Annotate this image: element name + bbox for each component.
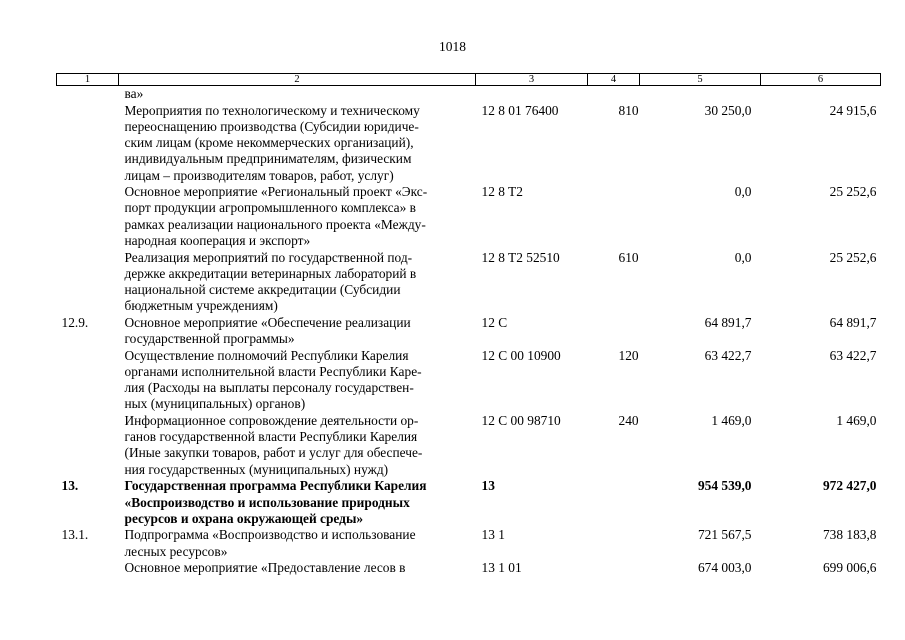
amount-year1-cell: 674 003,0 (697, 560, 752, 576)
amount-year1-cell: 30 250,0 (704, 102, 752, 118)
row-number-cell (57, 250, 119, 315)
header-row (57, 74, 881, 86)
amount-year1-cell: 63 422,7 (704, 347, 752, 363)
table-row (57, 413, 881, 478)
row-name-line: народная кооперация и экспорт» (124, 232, 311, 248)
row-name-cell (119, 478, 476, 527)
row-name-line: индивидуальным предпринимателям, физическим (124, 151, 412, 167)
row-name-line: Государственная программа Республики Карелия (124, 478, 427, 494)
row-number-cell: 12.9. (61, 314, 89, 330)
amount-year2-cell (761, 86, 881, 103)
row-number-cell (57, 86, 119, 103)
expense-type-code-cell: 610 (618, 249, 639, 265)
target-article-code-cell: 12 8 T2 (481, 184, 523, 200)
row-number-cell (57, 348, 119, 413)
expense-type-code-cell (588, 560, 640, 577)
table-body (57, 86, 881, 578)
row-name-line: ганов государственной власти Республики Карелия (124, 429, 418, 445)
row-number-cell: 13. (61, 478, 79, 494)
row-number-cell (57, 184, 119, 249)
table-header (57, 74, 881, 86)
target-article-code-cell: 13 (481, 478, 495, 494)
amount-year1-cell: 721 567,5 (697, 527, 752, 543)
column-header: 1 (57, 74, 119, 86)
target-article-code-cell: 13 1 01 (481, 560, 522, 576)
row-name-line: Основное мероприятие «Предоставление лесов в (124, 560, 406, 576)
amount-year2-cell: 972 427,0 (822, 478, 877, 494)
target-article-code-cell: 13 1 (481, 527, 505, 543)
amount-year1-cell: 954 539,0 (697, 478, 752, 494)
column-header: 5 (640, 74, 761, 86)
amount-year1-cell: 0,0 (734, 249, 752, 265)
table-row (57, 184, 881, 249)
table-row (57, 250, 881, 315)
row-name-cell (119, 103, 476, 185)
budget-table (56, 73, 881, 577)
row-name-line: «Воспроизводство и использование природных (124, 494, 410, 510)
row-name-line: ским лицам (кроме некоммерческих организаций), (124, 135, 414, 151)
table-row (57, 103, 881, 185)
row-name-line: Осуществление полномочий Республики Карелия (124, 347, 409, 363)
row-name-line: ния государственных (муниципальных) нужд) (124, 461, 389, 477)
target-article-code-cell: 12 8 01 76400 (481, 102, 559, 118)
row-name-line: бюджетным учреждениям) (124, 298, 278, 314)
target-article-code-cell: 12 С 00 98710 (481, 413, 561, 429)
amount-year1-cell: 64 891,7 (704, 314, 752, 330)
expense-type-code-cell (588, 184, 640, 249)
row-name-cell (119, 315, 476, 348)
target-article-code-cell: 12 С 00 10900 (481, 347, 561, 363)
row-name-line: Реализация мероприятий по государственной под- (124, 249, 413, 265)
row-number-cell (57, 103, 119, 185)
column-header: 6 (761, 74, 881, 86)
amount-year2-cell: 63 422,7 (829, 347, 877, 363)
row-number-cell: 13.1. (61, 527, 89, 543)
amount-year2-cell: 699 006,6 (822, 560, 877, 576)
page-number: 1018 (439, 39, 466, 54)
row-number-cell (57, 413, 119, 478)
expense-type-code-cell: 120 (618, 347, 639, 363)
row-name-cell (119, 560, 476, 577)
row-name-line: переоснащению производства (Субсидии юридиче- (124, 118, 419, 134)
expense-type-code-cell (588, 315, 640, 348)
table-row (57, 527, 881, 560)
column-header: 3 (476, 74, 588, 86)
row-name-line: Основное мероприятие «Региональный проект «Экс- (124, 184, 428, 200)
row-name-line: ва» (124, 86, 144, 101)
table-row (57, 348, 881, 413)
amount-year1-cell (640, 86, 761, 103)
table-row (57, 478, 881, 527)
row-number-cell (57, 560, 119, 577)
row-name-line: Мероприятия по технологическому и техническому (124, 102, 420, 118)
row-name-line: государственной программы» (124, 331, 295, 347)
row-name-cell (119, 348, 476, 413)
row-name-line: лесных ресурсов» (124, 543, 228, 559)
amount-year2-cell: 64 891,7 (829, 314, 877, 330)
expense-type-code-cell (588, 86, 640, 103)
amount-year1-cell: 0,0 (734, 184, 752, 200)
target-article-code-cell (476, 86, 588, 103)
row-name-line: Подпрограмма «Воспроизводство и использование (124, 527, 416, 543)
expense-type-code-cell: 240 (618, 413, 639, 429)
expense-type-code-cell: 810 (618, 102, 639, 118)
row-name-line: органами исполнительной власти Республики Каре- (124, 363, 422, 379)
amount-year2-cell: 25 252,6 (829, 249, 877, 265)
row-name-line: Основное мероприятие «Обеспечение реализации (124, 314, 411, 330)
row-name-line: Информационное сопровождение деятельности ор- (124, 413, 419, 429)
row-name-line: ресурсов и охрана окружающей среды» (124, 510, 364, 526)
amount-year2-cell: 1 469,0 (836, 413, 877, 429)
row-name-cell (119, 184, 476, 249)
expense-type-code-cell (588, 527, 640, 560)
row-name-line: порт продукции агропромышленного комплекса» в (124, 200, 416, 216)
row-name-line: лицам – производителям товаров, работ, услуг) (124, 167, 394, 183)
amount-year2-cell: 25 252,6 (829, 184, 877, 200)
row-name-line: держке аккредитации ветеринарных лабораторий в (124, 265, 417, 281)
row-name-line: рамках реализации национального проекта «Между- (124, 216, 426, 232)
row-name-line: ных (муниципальных) органов) (124, 396, 306, 412)
target-article-code-cell: 12 8 T2 52510 (481, 249, 560, 265)
column-header: 2 (119, 74, 476, 86)
column-header: 4 (588, 74, 640, 86)
row-name-cell (119, 527, 476, 560)
row-name-cell (119, 250, 476, 315)
amount-year2-cell: 24 915,6 (829, 102, 877, 118)
table-row (57, 560, 881, 577)
table-row (57, 86, 881, 103)
row-name-line: национальной системе аккредитации (Субсидии (124, 281, 401, 297)
row-name-line: лия (Расходы на выплаты персоналу государствен- (124, 380, 414, 396)
row-name-cell (119, 86, 476, 103)
row-name-line: (Иные закупки товаров, работ и услуг для обеспече- (124, 445, 423, 461)
table-row (57, 315, 881, 348)
row-name-cell (119, 413, 476, 478)
expense-type-code-cell (588, 478, 640, 527)
amount-year1-cell: 1 469,0 (711, 413, 752, 429)
target-article-code-cell: 12 С (481, 314, 508, 330)
amount-year2-cell: 738 183,8 (822, 527, 877, 543)
